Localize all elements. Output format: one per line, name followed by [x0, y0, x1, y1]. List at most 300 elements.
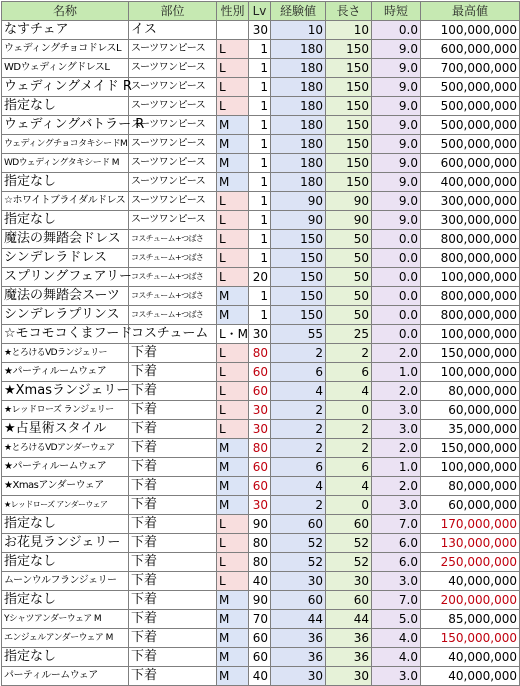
- cell-exp[interactable]: 150: [271, 249, 326, 268]
- cell-part[interactable]: 下着: [129, 477, 217, 496]
- cell-level[interactable]: 40: [249, 667, 271, 686]
- cell-exp[interactable]: 52: [271, 534, 326, 553]
- cell-time-reduction[interactable]: 9.0: [372, 173, 421, 192]
- cell-time-reduction[interactable]: 0.0: [372, 21, 421, 40]
- cell-time-reduction[interactable]: 4.0: [372, 648, 421, 667]
- cell-name[interactable]: エンジェルアンダーウェア M: [2, 629, 129, 648]
- cell-exp[interactable]: 30: [271, 667, 326, 686]
- cell-max-value[interactable]: 100,000,000: [421, 21, 520, 40]
- cell-max-value[interactable]: 100,000,000: [421, 363, 520, 382]
- cell-length[interactable]: 90: [326, 211, 372, 230]
- cell-exp[interactable]: 150: [271, 287, 326, 306]
- cell-name[interactable]: 指定なし: [2, 173, 129, 192]
- cell-gender[interactable]: M: [217, 610, 249, 629]
- cell-part[interactable]: スーツワンピース: [129, 135, 217, 154]
- table-row: [2, 667, 520, 686]
- cell-length[interactable]: 44: [326, 610, 372, 629]
- cell-length[interactable]: 90: [326, 192, 372, 211]
- cell-level[interactable]: 30: [249, 496, 271, 515]
- cell-name[interactable]: ★とろけるVDアンダーウェア: [2, 439, 129, 458]
- cell-exp[interactable]: 10: [271, 21, 326, 40]
- cell-part[interactable]: スーツワンピース: [129, 211, 217, 230]
- cell-length[interactable]: 0: [326, 401, 372, 420]
- cell-max-value[interactable]: 200,000,000: [421, 591, 520, 610]
- cell-max-value[interactable]: 40,000,000: [421, 572, 520, 591]
- cell-time-reduction[interactable]: 3.0: [372, 401, 421, 420]
- cell-gender[interactable]: L: [217, 97, 249, 116]
- cell-level[interactable]: 70: [249, 610, 271, 629]
- cell-name[interactable]: 指定なし: [2, 97, 129, 116]
- cell-name[interactable]: ☆モコモコくまフード: [2, 325, 129, 344]
- cell-time-reduction[interactable]: 5.0: [372, 610, 421, 629]
- header-time-reduction[interactable]: 時短: [372, 2, 421, 21]
- cell-exp[interactable]: 36: [271, 629, 326, 648]
- cell-part[interactable]: 下着: [129, 572, 217, 591]
- cell-gender[interactable]: L・M: [217, 325, 249, 344]
- cell-time-reduction[interactable]: 1.0: [372, 363, 421, 382]
- cell-exp[interactable]: 4: [271, 382, 326, 401]
- cell-gender[interactable]: M: [217, 629, 249, 648]
- cell-time-reduction[interactable]: 2.0: [372, 439, 421, 458]
- cell-level[interactable]: 30: [249, 21, 271, 40]
- cell-part[interactable]: 下着: [129, 458, 217, 477]
- cell-exp[interactable]: 90: [271, 192, 326, 211]
- cell-max-value[interactable]: 170,000,000: [421, 515, 520, 534]
- cell-gender[interactable]: M: [217, 591, 249, 610]
- cell-time-reduction[interactable]: 2.0: [372, 382, 421, 401]
- cell-time-reduction[interactable]: 9.0: [372, 154, 421, 173]
- cell-gender[interactable]: L: [217, 40, 249, 59]
- cell-name[interactable]: お花見ランジェリー: [2, 534, 129, 553]
- cell-max-value[interactable]: 85,000,000: [421, 610, 520, 629]
- cell-length[interactable]: 2: [326, 420, 372, 439]
- cell-part[interactable]: 下着: [129, 344, 217, 363]
- cell-level[interactable]: 40: [249, 572, 271, 591]
- cell-part[interactable]: 下着: [129, 667, 217, 686]
- cell-exp[interactable]: 180: [271, 135, 326, 154]
- cell-time-reduction[interactable]: 7.0: [372, 515, 421, 534]
- cell-length[interactable]: 4: [326, 477, 372, 496]
- cell-exp[interactable]: 55: [271, 325, 326, 344]
- cell-name[interactable]: 魔法の舞踏会スーツ: [2, 287, 129, 306]
- cell-length[interactable]: 2: [326, 344, 372, 363]
- cell-time-reduction[interactable]: 3.0: [372, 420, 421, 439]
- cell-length[interactable]: 150: [326, 173, 372, 192]
- cell-time-reduction[interactable]: 3.0: [372, 496, 421, 515]
- cell-name[interactable]: ★占星術スタイル: [2, 420, 129, 439]
- cell-max-value[interactable]: 35,000,000: [421, 420, 520, 439]
- cell-exp[interactable]: 4: [271, 477, 326, 496]
- cell-level[interactable]: 60: [249, 382, 271, 401]
- cell-name[interactable]: ★パーティルームウェア: [2, 458, 129, 477]
- cell-gender[interactable]: L: [217, 59, 249, 78]
- cell-name[interactable]: WDウェディングドレスL: [2, 59, 129, 78]
- cell-level[interactable]: 1: [249, 135, 271, 154]
- cell-max-value[interactable]: 40,000,000: [421, 667, 520, 686]
- cell-gender[interactable]: L: [217, 192, 249, 211]
- cell-name[interactable]: ★レッドローズ アンダーウェア: [2, 496, 129, 515]
- cell-max-value[interactable]: 60,000,000: [421, 496, 520, 515]
- cell-part[interactable]: スーツワンピース: [129, 116, 217, 135]
- cell-gender[interactable]: M: [217, 648, 249, 667]
- cell-time-reduction[interactable]: 0.0: [372, 325, 421, 344]
- cell-gender[interactable]: M: [217, 496, 249, 515]
- cell-gender[interactable]: L: [217, 268, 249, 287]
- cell-level[interactable]: 60: [249, 629, 271, 648]
- header-name[interactable]: 名称: [2, 2, 129, 21]
- cell-max-value[interactable]: 400,000,000: [421, 173, 520, 192]
- cell-time-reduction[interactable]: 9.0: [372, 192, 421, 211]
- cell-part[interactable]: 下着: [129, 420, 217, 439]
- cell-max-value[interactable]: 100,000,000: [421, 458, 520, 477]
- cell-length[interactable]: 150: [326, 116, 372, 135]
- cell-length[interactable]: 6: [326, 363, 372, 382]
- cell-max-value[interactable]: 700,000,000: [421, 59, 520, 78]
- cell-part[interactable]: 下着: [129, 553, 217, 572]
- cell-part[interactable]: 下着: [129, 648, 217, 667]
- cell-part[interactable]: スーツワンピース: [129, 192, 217, 211]
- cell-name[interactable]: 指定なし: [2, 515, 129, 534]
- cell-length[interactable]: 50: [326, 287, 372, 306]
- cell-part[interactable]: 下着: [129, 515, 217, 534]
- cell-level[interactable]: 1: [249, 287, 271, 306]
- cell-gender[interactable]: M: [217, 477, 249, 496]
- cell-exp[interactable]: 180: [271, 154, 326, 173]
- cell-gender[interactable]: M: [217, 667, 249, 686]
- cell-gender[interactable]: L: [217, 78, 249, 97]
- cell-exp[interactable]: 180: [271, 173, 326, 192]
- cell-gender[interactable]: L: [217, 344, 249, 363]
- cell-part[interactable]: スーツワンピース: [129, 173, 217, 192]
- cell-max-value[interactable]: 80,000,000: [421, 382, 520, 401]
- cell-part[interactable]: 下着: [129, 629, 217, 648]
- cell-length[interactable]: 60: [326, 591, 372, 610]
- cell-length[interactable]: 36: [326, 629, 372, 648]
- cell-part[interactable]: コスチューム+つばさ: [129, 287, 217, 306]
- cell-length[interactable]: 150: [326, 78, 372, 97]
- cell-max-value[interactable]: 150,000,000: [421, 344, 520, 363]
- cell-time-reduction[interactable]: 7.0: [372, 591, 421, 610]
- cell-length[interactable]: 0: [326, 496, 372, 515]
- cell-name[interactable]: ★Xmasアンダーウェア: [2, 477, 129, 496]
- cell-time-reduction[interactable]: 9.0: [372, 211, 421, 230]
- cell-length[interactable]: 2: [326, 439, 372, 458]
- cell-gender[interactable]: L: [217, 553, 249, 572]
- cell-time-reduction[interactable]: 2.0: [372, 344, 421, 363]
- cell-gender[interactable]: L: [217, 382, 249, 401]
- cell-name[interactable]: なすチェア: [2, 21, 129, 40]
- cell-name[interactable]: 魔法の舞踏会ドレス: [2, 230, 129, 249]
- cell-gender[interactable]: M: [217, 439, 249, 458]
- cell-name[interactable]: シンデレラプリンス: [2, 306, 129, 325]
- cell-name[interactable]: 指定なし: [2, 648, 129, 667]
- cell-length[interactable]: 30: [326, 572, 372, 591]
- cell-gender[interactable]: L: [217, 572, 249, 591]
- table-row: [2, 648, 520, 667]
- cell-level[interactable]: 1: [249, 59, 271, 78]
- cell-level[interactable]: 1: [249, 306, 271, 325]
- cell-part[interactable]: コスチューム+つばさ: [129, 306, 217, 325]
- cell-gender[interactable]: M: [217, 287, 249, 306]
- cell-part[interactable]: スーツワンピース: [129, 40, 217, 59]
- cell-exp[interactable]: 150: [271, 306, 326, 325]
- cell-part[interactable]: 下着: [129, 610, 217, 629]
- cell-time-reduction[interactable]: 0.0: [372, 249, 421, 268]
- cell-max-value[interactable]: 100,000,000: [421, 268, 520, 287]
- cell-max-value[interactable]: 150,000,000: [421, 629, 520, 648]
- cell-time-reduction[interactable]: 9.0: [372, 135, 421, 154]
- cell-length[interactable]: 52: [326, 553, 372, 572]
- cell-part[interactable]: 下着: [129, 534, 217, 553]
- cell-gender[interactable]: [217, 21, 249, 40]
- table-row: [2, 59, 520, 78]
- cell-part[interactable]: コスチューム+つばさ: [129, 268, 217, 287]
- table-row: [2, 135, 520, 154]
- cell-exp[interactable]: 2: [271, 420, 326, 439]
- cell-length[interactable]: 150: [326, 59, 372, 78]
- cell-part[interactable]: 下着: [129, 363, 217, 382]
- cell-exp[interactable]: 36: [271, 648, 326, 667]
- header-max-value[interactable]: 最高値: [421, 2, 520, 21]
- cell-name[interactable]: シンデレラドレス: [2, 249, 129, 268]
- cell-exp[interactable]: 60: [271, 515, 326, 534]
- cell-length[interactable]: 50: [326, 306, 372, 325]
- cell-part[interactable]: 下着: [129, 401, 217, 420]
- cell-length[interactable]: 150: [326, 135, 372, 154]
- cell-length[interactable]: 50: [326, 249, 372, 268]
- cell-exp[interactable]: 90: [271, 211, 326, 230]
- cell-length[interactable]: 150: [326, 40, 372, 59]
- cell-level[interactable]: 60: [249, 477, 271, 496]
- cell-name[interactable]: ★レッドローズ ランジェリー: [2, 401, 129, 420]
- cell-part[interactable]: コスチューム+つばさ: [129, 249, 217, 268]
- cell-name[interactable]: ★とろけるVDランジェリー: [2, 344, 129, 363]
- cell-max-value[interactable]: 250,000,000: [421, 553, 520, 572]
- cell-name[interactable]: スプリングフェアリー: [2, 268, 129, 287]
- cell-gender[interactable]: M: [217, 458, 249, 477]
- cell-level[interactable]: 80: [249, 344, 271, 363]
- header-part[interactable]: 部位: [129, 2, 217, 21]
- cell-max-value[interactable]: 80,000,000: [421, 477, 520, 496]
- cell-gender[interactable]: M: [217, 154, 249, 173]
- cell-length[interactable]: 150: [326, 97, 372, 116]
- cell-max-value[interactable]: 500,000,000: [421, 97, 520, 116]
- table-row: [2, 591, 520, 610]
- cell-level[interactable]: 1: [249, 192, 271, 211]
- cell-gender[interactable]: L: [217, 420, 249, 439]
- cell-length[interactable]: 10: [326, 21, 372, 40]
- cell-level[interactable]: 1: [249, 40, 271, 59]
- cell-name[interactable]: Yシャツアンダーウェア M: [2, 610, 129, 629]
- cell-part[interactable]: コスチューム: [129, 325, 217, 344]
- item-table: [1, 1, 520, 686]
- cell-level[interactable]: 30: [249, 325, 271, 344]
- table-row: [2, 629, 520, 648]
- cell-time-reduction[interactable]: 9.0: [372, 59, 421, 78]
- cell-max-value[interactable]: 100,000,000: [421, 325, 520, 344]
- cell-level[interactable]: 20: [249, 268, 271, 287]
- header-exp[interactable]: 経験値: [271, 2, 326, 21]
- cell-length[interactable]: 60: [326, 515, 372, 534]
- cell-max-value[interactable]: 800,000,000: [421, 306, 520, 325]
- cell-name[interactable]: 指定なし: [2, 591, 129, 610]
- cell-name[interactable]: ウェディングチョコタキシードM: [2, 135, 129, 154]
- cell-time-reduction[interactable]: 9.0: [372, 97, 421, 116]
- cell-level[interactable]: 90: [249, 515, 271, 534]
- cell-part[interactable]: イス: [129, 21, 217, 40]
- header-level[interactable]: Lv: [249, 2, 271, 21]
- cell-level[interactable]: 80: [249, 553, 271, 572]
- cell-name[interactable]: WDウェディングタキシード M: [2, 154, 129, 173]
- cell-time-reduction[interactable]: 1.0: [372, 458, 421, 477]
- cell-name[interactable]: 指定なし: [2, 553, 129, 572]
- cell-level[interactable]: 1: [249, 211, 271, 230]
- cell-name[interactable]: パーティルームウェア: [2, 667, 129, 686]
- cell-name[interactable]: ムーンウルフランジェリー: [2, 572, 129, 591]
- cell-name[interactable]: 指定なし: [2, 211, 129, 230]
- cell-exp[interactable]: 60: [271, 591, 326, 610]
- cell-part[interactable]: 下着: [129, 382, 217, 401]
- table-row: [2, 477, 520, 496]
- cell-exp[interactable]: 30: [271, 572, 326, 591]
- table-row: [2, 344, 520, 363]
- cell-time-reduction[interactable]: 9.0: [372, 78, 421, 97]
- cell-gender[interactable]: M: [217, 173, 249, 192]
- cell-length[interactable]: 6: [326, 458, 372, 477]
- cell-time-reduction[interactable]: 6.0: [372, 534, 421, 553]
- cell-level[interactable]: 1: [249, 97, 271, 116]
- cell-time-reduction[interactable]: 6.0: [372, 553, 421, 572]
- cell-exp[interactable]: 180: [271, 40, 326, 59]
- cell-name[interactable]: ウェディングチョコドレスL: [2, 40, 129, 59]
- cell-part[interactable]: スーツワンピース: [129, 59, 217, 78]
- cell-exp[interactable]: 2: [271, 344, 326, 363]
- cell-exp[interactable]: 180: [271, 116, 326, 135]
- cell-max-value[interactable]: 500,000,000: [421, 78, 520, 97]
- cell-exp[interactable]: 150: [271, 230, 326, 249]
- cell-max-value[interactable]: 600,000,000: [421, 154, 520, 173]
- cell-part[interactable]: スーツワンピース: [129, 78, 217, 97]
- cell-gender[interactable]: L: [217, 249, 249, 268]
- cell-gender[interactable]: L: [217, 515, 249, 534]
- cell-max-value[interactable]: 300,000,000: [421, 211, 520, 230]
- cell-name[interactable]: ウェディングメイド R: [2, 78, 129, 97]
- cell-max-value[interactable]: 150,000,000: [421, 439, 520, 458]
- cell-time-reduction[interactable]: 9.0: [372, 40, 421, 59]
- cell-exp[interactable]: 180: [271, 59, 326, 78]
- cell-exp[interactable]: 6: [271, 363, 326, 382]
- table-row: [2, 268, 520, 287]
- cell-part[interactable]: スーツワンピース: [129, 154, 217, 173]
- cell-name[interactable]: ☆ホワイトブライダルドレス: [2, 192, 129, 211]
- cell-max-value[interactable]: 800,000,000: [421, 249, 520, 268]
- cell-exp[interactable]: 2: [271, 439, 326, 458]
- cell-exp[interactable]: 6: [271, 458, 326, 477]
- cell-part[interactable]: 下着: [129, 439, 217, 458]
- cell-time-reduction[interactable]: 0.0: [372, 268, 421, 287]
- cell-level[interactable]: 1: [249, 249, 271, 268]
- cell-max-value[interactable]: 800,000,000: [421, 230, 520, 249]
- cell-length[interactable]: 25: [326, 325, 372, 344]
- cell-length[interactable]: 36: [326, 648, 372, 667]
- cell-time-reduction[interactable]: 3.0: [372, 667, 421, 686]
- cell-gender[interactable]: L: [217, 230, 249, 249]
- cell-exp[interactable]: 44: [271, 610, 326, 629]
- cell-max-value[interactable]: 130,000,000: [421, 534, 520, 553]
- cell-gender[interactable]: M: [217, 135, 249, 154]
- cell-part[interactable]: 下着: [129, 591, 217, 610]
- cell-length[interactable]: 50: [326, 230, 372, 249]
- cell-time-reduction[interactable]: 0.0: [372, 287, 421, 306]
- header-gender[interactable]: 性別: [217, 2, 249, 21]
- cell-max-value[interactable]: 600,000,000: [421, 40, 520, 59]
- cell-level[interactable]: 1: [249, 173, 271, 192]
- cell-length[interactable]: 150: [326, 154, 372, 173]
- cell-part[interactable]: スーツワンピース: [129, 97, 217, 116]
- cell-level[interactable]: 1: [249, 230, 271, 249]
- cell-max-value[interactable]: 500,000,000: [421, 135, 520, 154]
- cell-time-reduction[interactable]: 9.0: [372, 116, 421, 135]
- cell-level[interactable]: 80: [249, 534, 271, 553]
- cell-level[interactable]: 60: [249, 648, 271, 667]
- cell-name[interactable]: ★パーティルームウェア: [2, 363, 129, 382]
- cell-max-value[interactable]: 60,000,000: [421, 401, 520, 420]
- cell-gender[interactable]: L: [217, 363, 249, 382]
- table-row: [2, 249, 520, 268]
- cell-part[interactable]: 下着: [129, 496, 217, 515]
- cell-gender[interactable]: L: [217, 534, 249, 553]
- cell-level[interactable]: 30: [249, 401, 271, 420]
- cell-length[interactable]: 4: [326, 382, 372, 401]
- cell-max-value[interactable]: 40,000,000: [421, 648, 520, 667]
- cell-exp[interactable]: 180: [271, 78, 326, 97]
- cell-level[interactable]: 1: [249, 154, 271, 173]
- cell-level[interactable]: 80: [249, 439, 271, 458]
- cell-level[interactable]: 90: [249, 591, 271, 610]
- cell-part[interactable]: コスチューム+つばさ: [129, 230, 217, 249]
- header-length[interactable]: 長さ: [326, 2, 372, 21]
- cell-level[interactable]: 30: [249, 420, 271, 439]
- cell-level[interactable]: 60: [249, 458, 271, 477]
- cell-exp[interactable]: 180: [271, 97, 326, 116]
- cell-name[interactable]: ウェディングバトラー R: [2, 116, 129, 135]
- cell-max-value[interactable]: 300,000,000: [421, 192, 520, 211]
- cell-time-reduction[interactable]: 4.0: [372, 629, 421, 648]
- table-row: [2, 420, 520, 439]
- cell-level[interactable]: 60: [249, 363, 271, 382]
- cell-gender[interactable]: L: [217, 211, 249, 230]
- cell-gender[interactable]: M: [217, 306, 249, 325]
- cell-level[interactable]: 1: [249, 78, 271, 97]
- cell-length[interactable]: 50: [326, 268, 372, 287]
- cell-gender[interactable]: M: [217, 116, 249, 135]
- cell-time-reduction[interactable]: 3.0: [372, 572, 421, 591]
- cell-exp[interactable]: 150: [271, 268, 326, 287]
- cell-time-reduction[interactable]: 2.0: [372, 477, 421, 496]
- cell-time-reduction[interactable]: 0.0: [372, 306, 421, 325]
- cell-exp[interactable]: 52: [271, 553, 326, 572]
- cell-exp[interactable]: 2: [271, 496, 326, 515]
- cell-max-value[interactable]: 500,000,000: [421, 116, 520, 135]
- cell-time-reduction[interactable]: 0.0: [372, 230, 421, 249]
- cell-gender[interactable]: L: [217, 401, 249, 420]
- cell-max-value[interactable]: 800,000,000: [421, 287, 520, 306]
- cell-exp[interactable]: 2: [271, 401, 326, 420]
- cell-name[interactable]: ★Xmasランジェリー: [2, 382, 129, 401]
- cell-length[interactable]: 52: [326, 534, 372, 553]
- cell-length[interactable]: 30: [326, 667, 372, 686]
- cell-level[interactable]: 1: [249, 116, 271, 135]
